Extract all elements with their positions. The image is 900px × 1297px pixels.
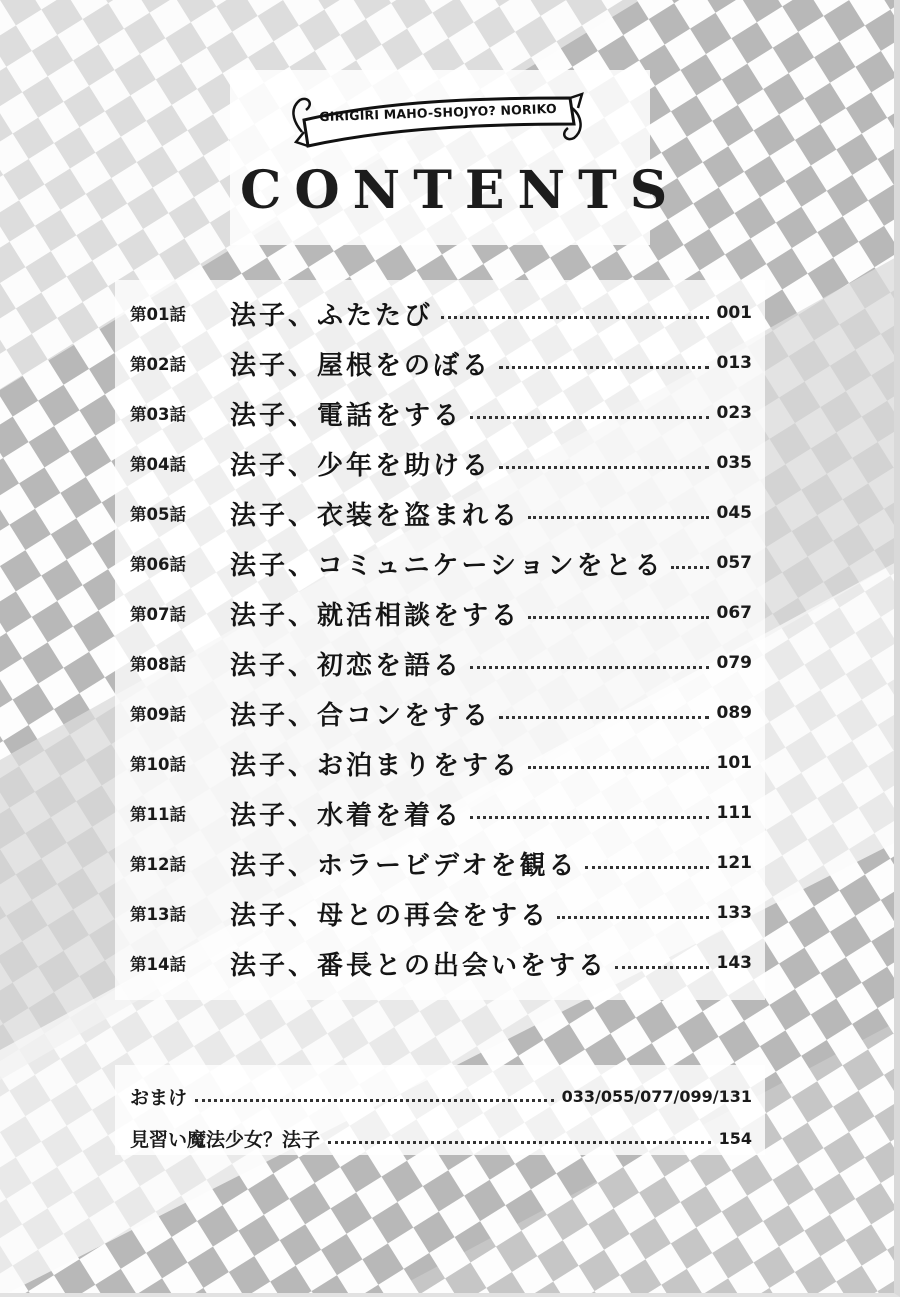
page-number: 001	[716, 303, 752, 323]
episode-number: 第10話	[130, 755, 186, 774]
toc-row	[130, 740, 752, 786]
dotted-leader	[528, 616, 708, 619]
page-number: 013	[716, 353, 752, 373]
page-number: 133	[716, 903, 752, 923]
page-number: 035	[716, 453, 752, 473]
episode-number: 第04話	[130, 455, 186, 474]
dotted-leader	[528, 516, 708, 519]
episode-title: 法子、水着を着る	[230, 800, 463, 831]
episode-number: 第03話	[130, 405, 186, 424]
episode-title: 法子、屋根をのぼる	[230, 350, 492, 381]
toc-row	[130, 640, 752, 686]
episode-title: 法子、母との再会をする	[230, 900, 550, 931]
toc-row	[130, 690, 752, 736]
toc-row	[130, 790, 752, 836]
dotted-leader	[671, 566, 708, 569]
page-number: 067	[716, 603, 752, 623]
page-number: 045	[716, 503, 752, 523]
page-number: 121	[716, 853, 752, 873]
episode-number: 第05話	[130, 505, 186, 524]
dotted-leader	[499, 466, 708, 469]
episode-number: 第07話	[130, 605, 186, 624]
episode-title: 法子、就活相談をする	[230, 600, 521, 631]
dotted-leader	[499, 716, 708, 719]
page-number: 111	[716, 803, 752, 823]
dotted-leader	[585, 866, 708, 869]
episode-title: 法子、ふたたび	[230, 300, 434, 331]
episode-number: 第12話	[130, 855, 186, 874]
dotted-leader	[557, 916, 708, 919]
episode-number: 第02話	[130, 355, 186, 374]
episode-title: 法子、ホラービデオを観る	[230, 850, 578, 881]
page-number: 089	[716, 703, 752, 723]
toc-row	[130, 590, 752, 636]
page-number: 057	[716, 553, 752, 573]
page-number: 023	[716, 403, 752, 423]
dotted-leader	[470, 816, 708, 819]
page-number: 079	[716, 653, 752, 673]
episode-number: 第06話	[130, 555, 186, 574]
toc-row	[130, 390, 752, 436]
extras-title: 見習い魔法少女？法子	[130, 1128, 321, 1151]
dotted-leader	[328, 1141, 711, 1144]
episode-title: 法子、番長との出会いをする	[230, 950, 608, 981]
episode-number: 第08話	[130, 655, 186, 674]
episode-title: 法子、合コンをする	[230, 700, 492, 731]
toc-row	[130, 340, 752, 386]
episode-title: 法子、衣装を盗まれる	[230, 500, 521, 531]
dotted-leader	[441, 316, 708, 319]
episode-number: 第14話	[130, 955, 186, 974]
toc-row	[130, 440, 752, 486]
toc-row	[130, 290, 752, 336]
toc-row	[130, 940, 752, 986]
dotted-leader	[499, 366, 708, 369]
dotted-leader	[528, 766, 708, 769]
dotted-leader	[470, 666, 708, 669]
banner-text: GIRIGIRI MAHO-SHOJYO? NORIKO	[318, 100, 558, 125]
toc-row	[130, 490, 752, 536]
dotted-leader	[195, 1099, 554, 1102]
episode-number: 第09話	[130, 705, 186, 724]
toc-row	[130, 840, 752, 886]
episode-number: 第13話	[130, 905, 186, 924]
episode-title: 法子、少年を助ける	[230, 450, 492, 481]
page-number: 154	[718, 1128, 752, 1148]
episode-title: 法子、電話をする	[230, 400, 463, 431]
episode-title: 法子、コミュニケーションをとる	[230, 550, 664, 581]
episode-number: 第11話	[130, 805, 186, 824]
toc-row	[130, 890, 752, 936]
extras-row	[130, 1076, 752, 1116]
page-number: 101	[716, 753, 752, 773]
episode-title: 法子、初恋を語る	[230, 650, 463, 681]
page-number: 033/055/077/099/131	[561, 1086, 752, 1106]
toc-row	[130, 540, 752, 586]
episode-title: 法子、お泊まりをする	[230, 750, 521, 781]
episode-number: 第01話	[130, 305, 186, 324]
page-title: CONTENTS	[240, 160, 681, 221]
page-number: 143	[716, 953, 752, 973]
dotted-leader	[615, 966, 708, 969]
extras-row	[130, 1118, 752, 1158]
extras-title: おまけ	[130, 1086, 188, 1109]
dotted-leader	[470, 416, 708, 419]
